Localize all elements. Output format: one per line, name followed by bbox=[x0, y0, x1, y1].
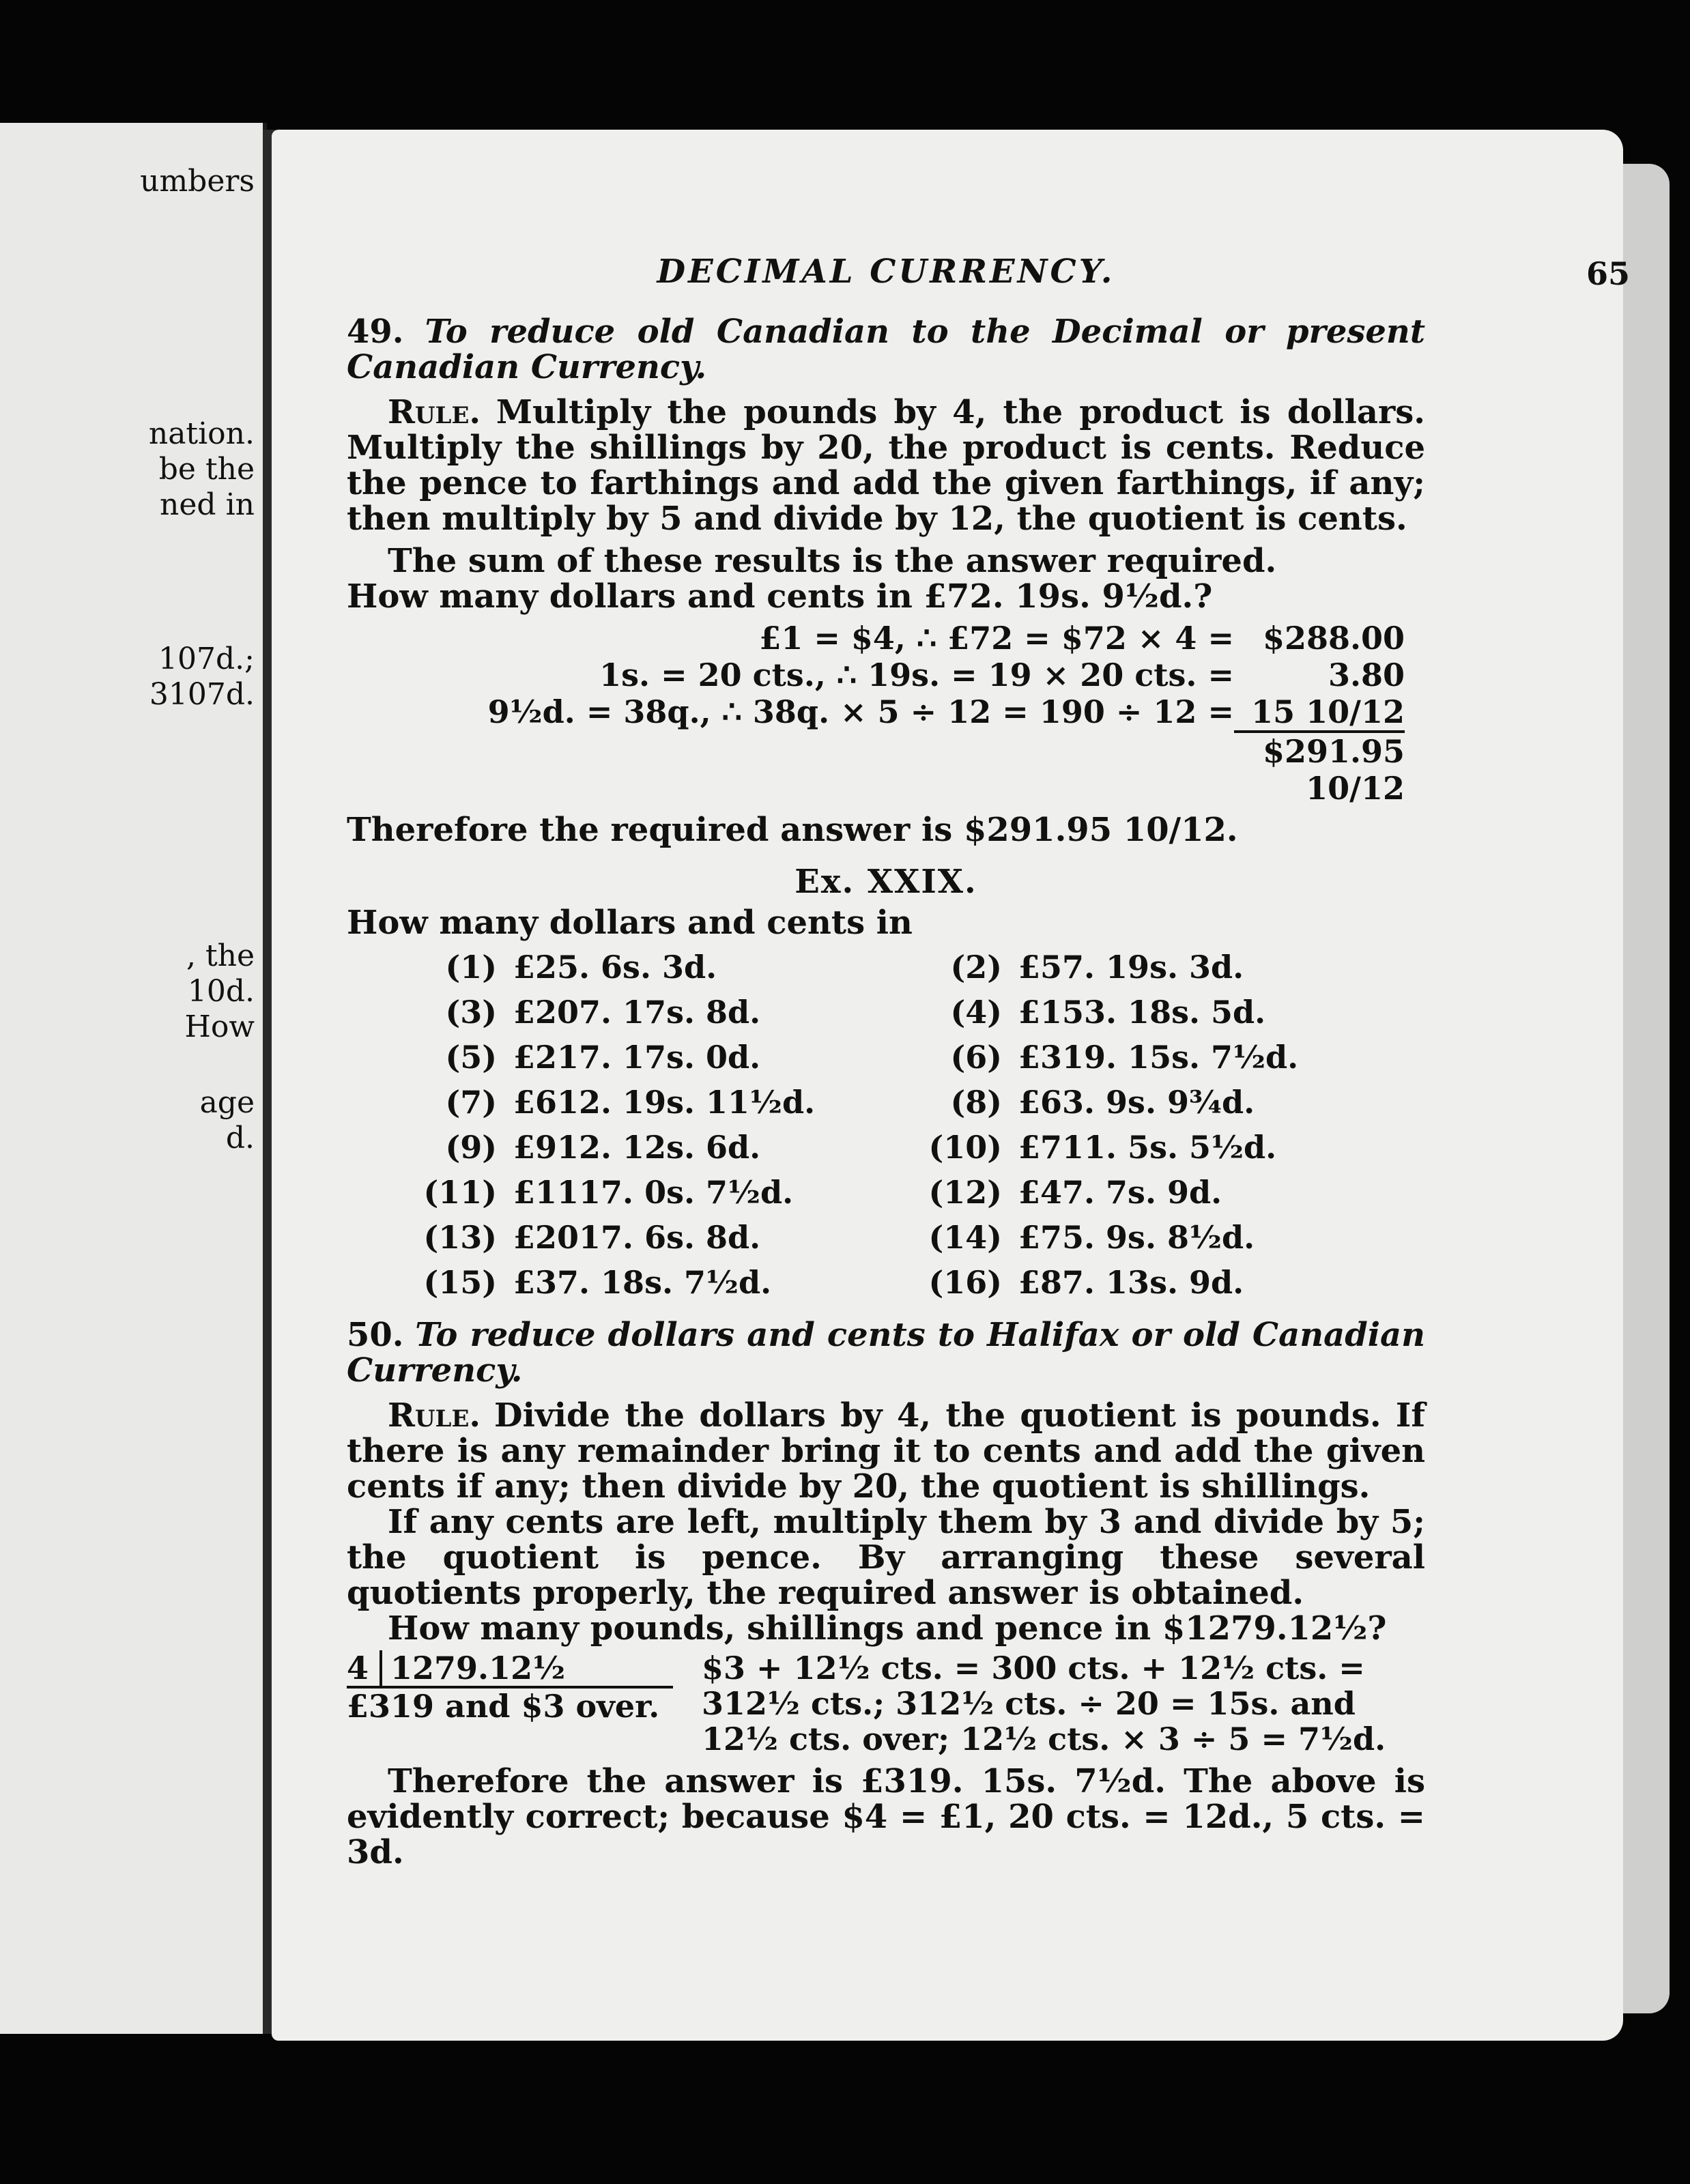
item-value: £217. 17s. 0d. bbox=[513, 1039, 761, 1076]
item-value: £612. 19s. 11½d. bbox=[513, 1084, 816, 1121]
page-number: 65 bbox=[1586, 255, 1630, 292]
section-title: To reduce old Canadian to the Decimal or present Canadian Currency. bbox=[347, 313, 1425, 386]
running-header bbox=[347, 253, 1630, 314]
left-fragment: 107d.; bbox=[158, 642, 255, 676]
page-content bbox=[347, 253, 1630, 1871]
exercise-heading: Ex. XXIX. bbox=[794, 863, 977, 901]
calc-lhs: 1s. = 20 cts., ∴ 19s. = 19 × 20 cts. = bbox=[599, 657, 1234, 693]
left-fragment: 10d. bbox=[187, 974, 255, 1009]
exercise-item bbox=[415, 1170, 920, 1215]
section-50-heading bbox=[347, 1317, 1425, 1388]
question: How many dollars and cents in £72. 19s. 9½d.? bbox=[347, 577, 1213, 616]
divisor-row bbox=[347, 1650, 702, 1686]
calc-lhs: £1 = $4, ∴ £72 = $72 × 4 = bbox=[759, 620, 1234, 657]
exercise-item bbox=[920, 1035, 1425, 1080]
rule-label: Rule. bbox=[388, 393, 481, 431]
exercise-intro: How many dollars and cents in bbox=[347, 904, 913, 942]
question: How many pounds, shillings and pence in $1279.12½? bbox=[388, 1609, 1387, 1648]
item-number: (14) bbox=[928, 1219, 1002, 1256]
item-number: (10) bbox=[928, 1129, 1002, 1166]
calculation bbox=[347, 620, 1425, 807]
section-title: To reduce dollars and cents to Halifax or old Canadian Currency. bbox=[347, 1316, 1425, 1390]
left-fragment: d. bbox=[225, 1121, 255, 1155]
calc-row bbox=[347, 693, 1425, 730]
dividend: 1279.12½ bbox=[379, 1650, 565, 1686]
exercise-item bbox=[415, 1080, 920, 1125]
item-number: (9) bbox=[445, 1129, 497, 1166]
working-text: $3 + 12½ cts. = 300 cts. + 12½ cts. = 312½ cts.; 312½ cts. ÷ 20 = 15s. and 12½ cts. over; 12½ cts. × 3 ÷ 5 = 7½d. bbox=[702, 1650, 1386, 1757]
item-value: £37. 18s. 7½d. bbox=[513, 1264, 772, 1301]
exercise-item bbox=[920, 990, 1425, 1035]
left-fragment: How bbox=[184, 1009, 255, 1044]
exercise-item bbox=[415, 1260, 920, 1305]
long-division bbox=[347, 1650, 702, 1757]
exercise-item bbox=[920, 1125, 1425, 1170]
item-number: (12) bbox=[928, 1174, 1002, 1211]
left-fragment: umbers bbox=[140, 164, 255, 199]
item-value: £63. 9s. 9¾d. bbox=[1018, 1084, 1255, 1121]
section-number: 49. bbox=[347, 313, 404, 351]
sum-line: The sum of these results is the answer required. bbox=[388, 542, 1277, 580]
exercise-item bbox=[415, 1215, 920, 1260]
right-page bbox=[272, 130, 1630, 2041]
rule-label: Rule. bbox=[388, 1396, 481, 1435]
page-title: DECIMAL CURRENCY. bbox=[657, 253, 1115, 291]
item-number: (16) bbox=[928, 1264, 1002, 1301]
calc-rhs: $288.00 bbox=[1262, 620, 1405, 657]
rule-paragraph bbox=[347, 394, 1425, 536]
item-value: £153. 18s. 5d. bbox=[1018, 994, 1266, 1031]
item-number: (15) bbox=[423, 1264, 497, 1301]
calc-rhs: 15 10/12 bbox=[1251, 693, 1405, 730]
exercise-item bbox=[415, 1035, 920, 1080]
left-page bbox=[0, 123, 267, 2034]
exercise-item bbox=[415, 945, 920, 990]
divisor: 4 bbox=[347, 1650, 369, 1686]
item-number: (1) bbox=[445, 949, 497, 986]
rule-text: Divide the dollars by 4, the quotient is pounds. If there is any remainder bring it to cents and add the given cents if any; then divide by 20, the quotient is shillings. bbox=[347, 1396, 1425, 1506]
item-number: (6) bbox=[950, 1039, 1002, 1076]
calc-total: $291.95 10/12 bbox=[1234, 730, 1405, 807]
item-number: (5) bbox=[445, 1039, 497, 1076]
exercise-item bbox=[415, 1125, 920, 1170]
item-number: (4) bbox=[950, 994, 1002, 1031]
item-value: £75. 9s. 8½d. bbox=[1018, 1219, 1255, 1256]
exercise-item bbox=[920, 1215, 1425, 1260]
item-number: (13) bbox=[423, 1219, 497, 1256]
left-fragment: age bbox=[199, 1085, 255, 1120]
item-number: (3) bbox=[445, 994, 497, 1031]
calc-lhs: 9½d. = 38q., ∴ 38q. × 5 ÷ 12 = 190 ÷ 12 = bbox=[487, 693, 1234, 730]
item-number: (8) bbox=[950, 1084, 1002, 1121]
left-fragment: 3107d. bbox=[149, 677, 255, 712]
exercise-item bbox=[920, 945, 1425, 990]
item-value: £25. 6s. 3d. bbox=[513, 949, 717, 986]
item-value: £319. 15s. 7½d. bbox=[1018, 1039, 1299, 1076]
item-value: £47. 7s. 9d. bbox=[1018, 1174, 1222, 1211]
calc-row bbox=[347, 730, 1425, 807]
calc-row bbox=[347, 620, 1425, 657]
section-49-heading bbox=[347, 314, 1425, 385]
rule-text-2: If any cents are left, multiply them by 3 and divide by 5; the quotient is pence. By arranging these several quotients properly, the required answer is obtained. bbox=[347, 1503, 1425, 1612]
left-fragment: nation. bbox=[148, 416, 255, 451]
left-fragment: be the bbox=[158, 452, 255, 487]
item-value: £87. 13s. 9d. bbox=[1018, 1264, 1244, 1301]
rule-paragraph bbox=[347, 1398, 1425, 1504]
answer-line: Therefore the answer is £319. 15s. 7½d. The above is evidently correct; because $4 = £1, 20 cts. = 12d., 5 cts. = 3d. bbox=[347, 1762, 1425, 1871]
exercise-item bbox=[920, 1080, 1425, 1125]
division-working bbox=[347, 1650, 1425, 1757]
calc-rhs: 3.80 bbox=[1328, 657, 1405, 693]
quotient: £319 and $3 over. bbox=[347, 1686, 673, 1724]
answer-line: Therefore the required answer is $291.95 10/12. bbox=[347, 811, 1238, 849]
item-value: £207. 17s. 8d. bbox=[513, 994, 761, 1031]
item-number: (2) bbox=[950, 949, 1002, 986]
item-value: £912. 12s. 6d. bbox=[513, 1129, 761, 1166]
section-number: 50. bbox=[347, 1316, 404, 1354]
page-edge bbox=[1618, 164, 1670, 2013]
exercise-item bbox=[920, 1260, 1425, 1305]
exercise-list bbox=[415, 945, 1425, 1305]
exercise-item bbox=[415, 990, 920, 1035]
item-value: £57. 19s. 3d. bbox=[1018, 949, 1244, 986]
left-fragment: ned in bbox=[160, 487, 255, 522]
item-number: (11) bbox=[423, 1174, 497, 1211]
rule-text: Multiply the pounds by 4, the product is dollars. Multiply the shillings by 20, the product is cents. Reduce the pence to farthings and add the given farthings, if any; then multiply by 5 and divide by 12, the quotient is cents. bbox=[347, 393, 1425, 538]
item-value: £2017. 6s. 8d. bbox=[513, 1219, 761, 1256]
left-fragment: , the bbox=[186, 938, 255, 973]
item-value: £711. 5s. 5½d. bbox=[1018, 1129, 1277, 1166]
item-value: £1117. 0s. 7½d. bbox=[513, 1174, 794, 1211]
item-number: (7) bbox=[445, 1084, 497, 1121]
exercise-item bbox=[920, 1170, 1425, 1215]
calc-row bbox=[347, 657, 1425, 693]
